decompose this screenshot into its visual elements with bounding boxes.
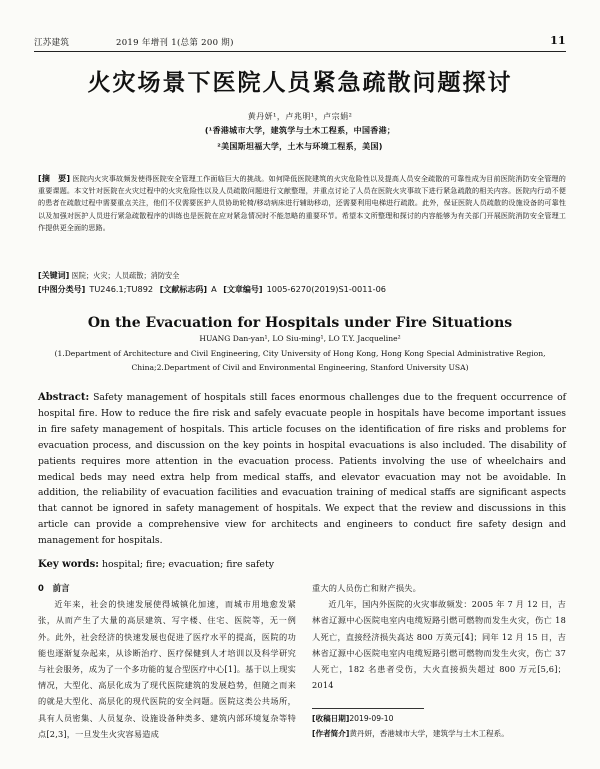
keywords-zh-label: [关键词] [38,271,70,280]
affiliation-en-1: (1.Department of Architecture and Civil Engineering, City University of Hong Kong, Hong Kong Special Administrative Region, [54,349,546,358]
title-zh: 火灾场景下医院人员紧急疏散问题探讨 [87,70,513,96]
doc-code-label: [文献标志码] [159,285,208,294]
affiliation-zh-1: (¹香港城市大学，建筑学与土木工程系，中国香港； [204,126,396,135]
doc-code: A [211,284,217,294]
abstract-zh-label: [摘 要] [38,174,71,183]
body-paragraph-continued: 重大的人员伤亡和财产损失。 [312,583,422,593]
title-en: On the Evacuation for Hospitals under Fire Situations [87,315,513,331]
abstract-en [38,390,566,549]
article-number-label: [文章编号] [223,285,263,294]
keywords-zh-text: 医院；火灾；人员疏散；消防安全 [71,271,180,280]
keywords-en [38,559,566,570]
body-paragraph: 近几年，国内外医院的火灾事故频发：2005 年 7 月 12 日，吉林省辽源中心医院电室内电缆短路引燃可燃物而发生火灾，伤亡 18 人死亡，直接经济损失高达 800 万英元[4]；同年 12 月 15 日，吉林省辽源中心医院电室内电缆短路引燃可燃物而发生火灾，伤亡 37 人死亡，182 名患者受伤，大火直接损失超过 800 万元[5,6]；2014 [312,599,566,691]
body-paragraph: 近年来，社会的快速发展使得城镇化加速，而城市用地愈发紧张，从而产生了大量的高层建筑、写字楼、住宅、医院等，无一例外。此外，社会经济的快速发展也促进了医疗水平的提高，医院的功能也逐渐复杂起来，从诊断治疗、医疗保健到人才培训以及科学研究与社会服务，成为了一个多功能的复合型医疗中心[1]。基于以上现实情况，大型化、高层化成为了现代医院建筑的发展趋势，但随之而来的就是大型化、高层化的现代医院的安全问题。医院这类公共场所，具有人员密集、人员复杂、设施设备种类多、建筑内部环境复杂等特点[2,3]，一旦发生火灾容易造成 [38,599,296,739]
keywords-zh [38,270,566,281]
body-right-column [312,580,566,693]
affiliation-en-2: China;2.Department of Civil and Environmental Engineering, Stanford University USA) [131,363,469,372]
section-heading: 0 前言 [38,583,70,593]
keywords-en-label: Key words: [38,559,99,570]
received-date: 2019-09-10 [349,714,394,723]
author-info-label: [作者简介] [312,729,350,738]
abstract-zh [38,173,566,234]
footnote-rule [312,708,424,709]
author-info: 黄丹妍，香港城市大学，建筑学与土木工程系。 [349,729,509,738]
authors-en: HUANG Dan-yan¹, LO Siu-ming¹, LO T.Y. Jacqueline² [199,334,401,343]
received-label: [收稿日期] [312,714,350,723]
journal-name: 江苏建筑 [34,38,70,48]
footnote-author [312,728,509,739]
affiliation-zh-2: ²美国斯坦福大学，土木与环境工程系，美国) [217,142,383,151]
header-rule [34,51,566,52]
page-number: 11 [550,34,566,47]
authors-zh: 黄丹妍¹，卢兆明¹，卢宗娟² [247,112,353,121]
abstract-zh-text: 医院内火灾事故频发使得医院安全管理工作面临巨大的挑战。如何降低医院建筑的火灾危险性以及提高人员安全疏散的可靠性成为目前医院消防安全管理的重要课题。本文针对医院在火灾过程中的火灾危险性以及人员疏散问题进行文献整理，并重点讨论了人员在医院火灾事故下进行紧急疏散的相关内容。医院内行动不便的患者在疏散过程中需要重点关注，他们不仅需要医护人员协助轮椅/移动病床进行辅助移动，还需要利用电梯进行疏散。此外，保证医院人员疏散的设施设备的可靠性以及加强对医护人员进行紧急疏散程序的训练也是医院在应对紧急情况时不能忽略的重要环节。希望本文所整理和探讨的内容能够为有关部门开展医院消防安全管理工作提供更全面的思路。 [38,174,567,232]
body-left-column [38,580,296,742]
classification-line [38,284,566,295]
issue-info: 2019 年增刊 1(总第 200 期) [116,38,234,48]
running-head [34,36,566,50]
footnote-received [312,713,393,724]
clc-label: [中图分类号] [38,285,86,294]
abstract-en-text: Safety management of hospitals still faces enormous challenges due to the frequent occurrence of hospital fire. How to reduce the fire risk and safely evacuate people in hospitals have become important issues in fire safety management of hospitals. This article focuses on the identification of fire risks and problems for evacuation process, and discussion on the key points in hospital evacuations is also included. The disability of patients requires more attention in the evacuation process. Patients involving the use of wheelchairs and medical beds may need extra help from medical staffs, and elevator evacuation may not be avoidable. In addition, the reliability of evacuation facilities and evacuation training of medical staffs are significant aspects that cannot be ignored in safety management of hospitals. We expect that the review and discussions in this article can provide a comprehensive view for architects and engineers to conduct fire safety design and management for hospitals. [38,392,567,547]
clc-code: TU246.1;TU892 [89,284,154,294]
abstract-en-label: Abstract: [38,392,90,403]
keywords-en-text: hospital; fire; evacuation; fire safety [101,559,275,570]
article-number: 1005-6270(2019)S1-0011-06 [266,284,387,294]
